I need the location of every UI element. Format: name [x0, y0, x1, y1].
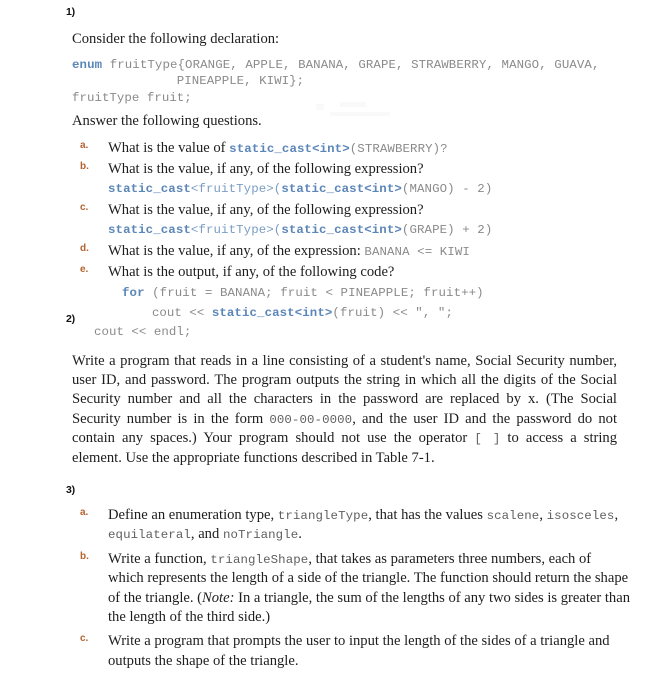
cout-static-cast: static_cast<int> [211, 305, 333, 320]
cout-line [122, 303, 632, 322]
s3-b-part-2: , that takes as parameters three numbers, each of which represents the length of a side of the triangle. The function should return the shape of the triangle. ( [108, 550, 629, 606]
section-2-code-brackets: [ ] [474, 432, 501, 447]
s3-a-code-triangle-type: triangleType [277, 509, 369, 523]
s3-a-code-isosceles: isosceles [546, 509, 615, 523]
section-3-sublist [72, 506, 630, 671]
list-item-a-content [108, 140, 448, 156]
section-3-body [72, 506, 630, 673]
item-b-code-bold2: static_cast<int> [281, 182, 402, 197]
list-item-e-content [94, 264, 632, 342]
section-2-part-3: to access a string element. Use the appropriate functions described in Table 7-1. [72, 430, 618, 466]
declaration-line-2: PINEAPPLE, KIWI}; [72, 74, 305, 89]
section-2-body [72, 337, 617, 483]
list-item [72, 550, 630, 628]
item-c-code-rest: (GRAPE) + 2) [401, 223, 493, 238]
list-marker-e: e. [80, 264, 89, 275]
section-1-sublist [72, 139, 632, 342]
list-item-d-content [108, 243, 470, 259]
s3-a-part-1: Define an enumeration type, [108, 507, 278, 523]
item-e-text: What is the output, if any, of the following code? [108, 264, 395, 280]
s3-a-part-4: , [614, 507, 619, 523]
list-item-b-content [108, 161, 632, 199]
item-b-code-rest: (MANGO) - 2) [401, 182, 493, 197]
section-number-2: 2) [66, 313, 75, 325]
item-b-text: What is the value, if any, of the following expression? [108, 160, 424, 177]
item-a-text: What is the value of [108, 139, 230, 156]
item-a-code-bold: static_cast<int> [229, 141, 350, 156]
s3-b-part-3: In a triangle, the sum of the lengths of any two sides is greater than the length of the third side.) [108, 589, 631, 626]
declaration-line-1 [72, 55, 632, 73]
list-marker-a: a. [80, 507, 89, 518]
for-loop-code-block [108, 283, 632, 322]
s3-b-note-label: Note: [202, 589, 235, 606]
item-c-code-bold: static_cast [108, 223, 191, 238]
section-number-1: 1) [66, 6, 75, 18]
list-item [72, 139, 632, 158]
item-c-text: What is the value, if any, of the following expression? [108, 201, 424, 218]
list-marker-b: b. [80, 160, 89, 172]
list-item [72, 201, 632, 240]
item-c-code-line [108, 220, 632, 239]
list-marker-c: c. [80, 201, 89, 213]
list-item [72, 242, 632, 261]
section-3-item-a-content [108, 507, 618, 542]
section-3-item-b-content [108, 551, 630, 625]
section-1-lead: Consider the following declaration: [72, 31, 280, 47]
list-item-c-content [108, 202, 632, 240]
section-2-part-1: Write a program that reads in a line consisting of a student's name, Social Security number, user ID, and password. The program outputs the string in which all the digits of the Social Security number and all the characters in the password are replaced by x. (The Social Security number is in the form [72, 352, 617, 427]
s3-a-part-5: , and [190, 526, 223, 543]
section-3-item-c-content: Write a program that prompts the user to input the length of the sides of a triangle and outputs the shape of the triangle. [108, 633, 610, 669]
s3-b-code-triangle-shape: triangleShape [210, 552, 309, 567]
item-a-code-rest: (STRAWBERRY)? [349, 141, 448, 156]
list-marker-d: d. [80, 242, 89, 254]
item-c-code-mid: <fruitType>( [190, 223, 282, 238]
for-keyword: for [122, 286, 145, 301]
item-b-code-bold: static_cast [108, 182, 191, 197]
declaration-line-1-rest: fruitType{ORANGE, APPLE, BANANA, GRAPE, STRAWBERRY, MANGO, GUAVA, [102, 58, 600, 73]
list-marker-b: b. [80, 550, 89, 562]
s3-a-part-3: , [539, 507, 547, 523]
section-2-paragraph [72, 352, 617, 468]
section-2-code-ssn-format: 000-00-0000 [269, 412, 353, 427]
s3-a-part-6: . [298, 526, 302, 543]
list-item [72, 632, 630, 671]
declaration-line-3: fruitType fruit; [72, 90, 192, 105]
item-c-code-bold2: static_cast<int> [281, 223, 402, 238]
cout-suffix: (fruit) << ", "; [332, 305, 453, 320]
item-b-code-line [108, 179, 632, 198]
s3-a-code-no-triangle: noTriangle [222, 528, 299, 543]
section-2-part-2: , and the user ID and the password do not contain any spaces.) Your program should not use the operator [72, 410, 617, 447]
s3-a-code-equilateral: equilateral [108, 528, 191, 543]
item-d-code-rest: BANANA <= KIWI [364, 244, 470, 259]
list-item [72, 263, 632, 342]
list-item [72, 160, 632, 199]
cout-prefix: cout << [122, 305, 212, 320]
s3-b-part-1: Write a function, [108, 550, 211, 567]
list-marker-a: a. [80, 139, 89, 151]
enum-keyword: enum [72, 58, 103, 73]
cout-endl-line: cout << endl; [94, 325, 192, 340]
list-item [72, 506, 630, 545]
for-loop-line [122, 283, 632, 302]
section-1-answer-prompt: Answer the following questions. [72, 113, 262, 130]
item-d-text: What is the value, if any, of the expression: [108, 242, 365, 259]
for-loop-rest: (fruit = BANANA; fruit < PINEAPPLE; fruit++) [144, 286, 484, 301]
list-marker-c: c. [80, 633, 89, 645]
section-1-body [72, 30, 632, 344]
s3-a-code-scalene: scalene [486, 509, 540, 523]
section-number-3: 3) [66, 484, 75, 496]
item-b-code-mid: <fruitType>( [190, 182, 282, 197]
s3-a-part-2: , that has the values [368, 507, 487, 523]
enum-declaration-code [72, 55, 632, 106]
